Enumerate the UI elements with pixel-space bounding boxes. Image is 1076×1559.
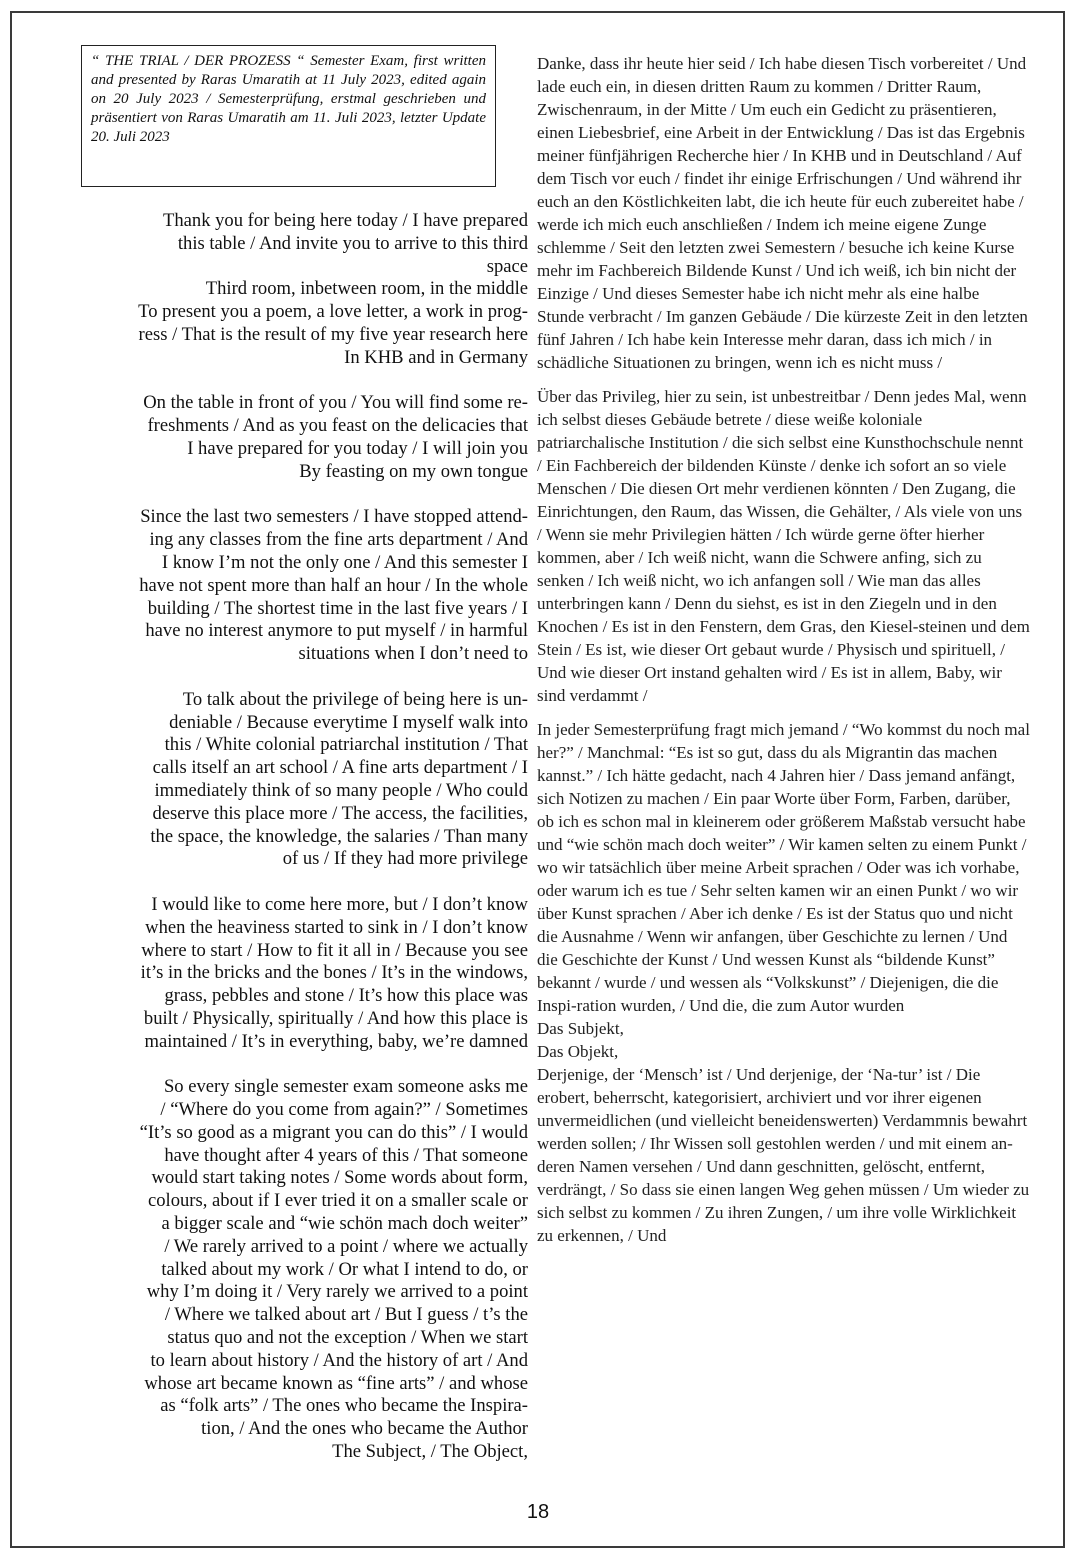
english-line: To talk about the privilege of being here is un- [182, 688, 528, 710]
german-subject-line: Das Subjekt, [537, 1019, 624, 1038]
english-line: the space, the knowledge, the salaries / Than many [150, 825, 528, 847]
page-number: 18 [526, 1501, 550, 1523]
english-line: Thank you for being here today / I have prepared [162, 210, 528, 231]
english-line: Third room, inbetween room, in the middle [205, 278, 528, 300]
english-paragraph [40, 392, 528, 483]
english-line: when the heaviness started to sink in / I don’t know [145, 916, 528, 938]
english-line: why I’m doing it / Very rarely we arrived to a point [146, 1281, 528, 1303]
english-paragraph [40, 689, 528, 871]
english-line: to learn about history / And the history of art / And [150, 1349, 528, 1371]
english-line: status quo and not the exception / When we start [167, 1327, 528, 1349]
english-line: I have prepared for you today / I will join you [187, 437, 528, 459]
english-paragraph [40, 506, 528, 666]
english-line: a bigger scale and “wie schön mach doch weiter” [161, 1213, 528, 1235]
english-line: of us / If they had more privilege [282, 848, 528, 870]
english-line: On the table in front of you / You will find some re- [143, 392, 528, 414]
german-paragraph: In jeder Semesterprüfung fragt mich jemand / “Wo kommst du noch mal her?” / Manchmal: “Es ist so gut, dass du als Migrantin das machen kannst.” / Ich hätte gedacht, nach 4 Jahren hier / Dass jemand anfängt, sich Notizen zu machen / Ein paar Worte über Form, Farben, darüber, ob ich es schon mal in kleinerem oder größerem Maßstab versucht habe und “wie schön mach doch weiter” / Wir kamen selten zu einem Punkt / wo wir tatsächlich über meine Arbeit sprachen / Oder was ich vorhabe, oder warum ich es tue / Sehr selten kamen wir an einen Punkt / wo wir über Kunst sprachen / Aber ich denke / Es ist der Status quo und nicht die Ausnahme / Wenn wir anfangen, über Geschichte zu lernen / Und die Geschichte der Kunst / Und wessen Kunst als “bildende Kunst” bekannt / wurde / und wessen als “Volkskunst” / Diejenigen, die die Inspi-ration wurden, / Und die, die zum Autor wurden [537, 720, 1030, 1015]
english-line: ress / That is the result of my five year research here [138, 323, 528, 345]
english-line: space [486, 255, 528, 277]
english-line: calls itself an art school / A fine arts department / I [152, 757, 528, 779]
english-line: it’s in the bricks and the bones / It’s in the windows, [140, 962, 528, 984]
english-line: To present you a poem, a love letter, a work in prog- [138, 301, 528, 323]
english-line: grass, pebbles and stone / It’s how this place was [164, 985, 528, 1007]
english-line: as “folk arts” / The ones who became the Inspira- [160, 1395, 528, 1417]
english-line: I know I’m not the only one / And this semester I [161, 551, 528, 573]
english-line: built / Physically, spiritually / And how this place is [143, 1007, 528, 1029]
english-line: By feasting on my own tongue [299, 460, 528, 482]
english-line: ing any classes from the fine arts department / And [149, 529, 528, 551]
english-line: this / White colonial patriarchal institution / That [164, 734, 528, 756]
german-object-line: Das Objekt, [537, 1042, 619, 1061]
english-line: “It’s so good as a migrant you can do this” / I would [139, 1121, 528, 1143]
english-line: talked about my work / Or what I intend to do, or [161, 1258, 528, 1280]
english-line: I would like to come here more, but / I don’t know [151, 893, 528, 915]
english-paragraph [40, 894, 528, 1054]
english-line: So every single semester exam someone asks me [163, 1076, 528, 1098]
english-line: building / The shortest time in the last five years / I [147, 597, 528, 619]
english-paragraph [40, 1076, 528, 1464]
english-line: deserve this place more / The access, the facilities, [152, 802, 528, 824]
english-line: have thought after 4 years of this / That someone [164, 1144, 528, 1166]
english-line: deniable / Because everytime I myself walk into [169, 711, 528, 733]
english-line: situations when I don’t need to [298, 643, 528, 665]
english-line: / Where we talked about art / But I guess / t’s the [164, 1304, 528, 1326]
english-line: this table / And invite you to arrive to this third [177, 232, 528, 254]
english-line: colours, about if I ever tried it on a smaller scale or [147, 1190, 528, 1212]
english-line: maintained / It’s in everything, baby, we’re damned [144, 1030, 528, 1052]
english-column [40, 210, 528, 1487]
english-line: Since the last two semesters / I have stopped attend- [140, 506, 528, 528]
english-line: / We rarely arrived to a point / where we actually [164, 1235, 528, 1257]
german-paragraph: Derjenige, der ‘Mensch’ ist / Und derjenige, der ‘Na-tur’ ist / Die erobert, beherrscht, kategorisiert, archiviert und vor ihrer eigenen unvermeidlichen (und vielleicht beneidenswerten) Verdammnis bewahrt werden sollen; / Ihr Wissen soll gestohlen werden / und mit einem an-deren Namen versehen / Und dann geschnitten, gelöscht, entfernt, verdrängt, / So dass sie einen langen Weg gehen müssen / Um wieder zu sich selbst zu kommen / Zu ihren Zungen, / um ihre volle Wirklichkeit zu erkennen, / Und [537, 1065, 1030, 1245]
english-line: In KHB and in Germany [344, 346, 528, 368]
title-box: “ THE TRIAL / DER PROZESS “ Semester Exam, first written and presented by Raras Umaratih at 11 July 2023, edited again on 20 July 2023 / Semesterprüfung, erstmal geschrieben und präsentiert von Raras Umaratih am 11. Juli 2023, letzter Update 20. Juli 2023 [81, 45, 496, 187]
english-line: whose art became known as “fine arts” / and whose [144, 1372, 528, 1394]
english-line: have not spent more than half an hour / In the whole [139, 574, 528, 596]
english-line: / “Where do you come from again?” / Sometimes [160, 1099, 528, 1121]
english-line: The Subject, / The Object, [332, 1441, 528, 1463]
german-paragraph: Danke, dass ihr heute hier seid / Ich habe diesen Tisch vorbereitet / Und lade euch ein, in diesen dritten Raum zu kommen / Dritter Raum, Zwischenraum, in der Mitte / Um euch ein Gedicht zu präsentieren, einen Liebesbrief, eine Arbeit in der Entwicklung / Das ist das Ergebnis meiner fünfjährigen Recherche hier / In KHB und in Deutschland / Auf dem Tisch vor euch / findet ihr einige Erfrischungen / Und während ihr euch an den Köstlichkeiten labt, die ich heute für euch zubereitet habe / werde ich mich euch anschließen / Indem ich meine eigene Zunge schlemme / Seit den letzten zwei Semestern / besuche ich keine Kurse mehr im Fachbereich Bildende Kunst / Und ich weiß, ich bin nicht der Einzige / Und dieses Semester habe ich nicht mehr als eine halbe Stunde verbracht / Im ganzen Gebäude / Die kürzeste Zeit in den letzten fünf Jahren / Ich habe kein Interesse mehr daran, dass ich mich / in schädliche Situationen zu bringen, wenn ich es nicht muss / [537, 54, 1028, 372]
english-line: immediately think of so many people / Who could [154, 779, 528, 801]
german-column [537, 52, 1030, 1247]
english-line: have no interest anymore to put myself / in harmful [145, 620, 528, 642]
german-paragraph: Über das Privileg, hier zu sein, ist unbestreitbar / Denn jedes Mal, wenn ich selbst dieses Gebäude betrete / diese weiße koloniale patriarchalische Institution / die sich selbst eine Kunsthochschule nennt / Ein Fachbereich der bildenden Künste / denke ich sofort an so viele Menschen / Die diesen Ort mehr verdienen könnten / Den Zugang, die Einrichtungen, den Raum, das Wissen, die Gehälter, / Als viele von uns / Wenn sie mehr Privilegien hätten / Ich würde gerne öfter hierher kommen, aber / Ich weiß nicht, wann die Schwere anfing, sich zu senken / Ich weiß nicht, wo ich anfangen soll / Wie man das alles unterbringen kann / Denn du siehst, es ist in den Ziegeln und in den Knochen / Es ist in den Fenstern, dem Gras, den Kiesel-steinen und dem Stein / Es ist, wie dieser Ort gebaut wurde / Physisch und spirituell, / Und wie dieser Ort instand gehalten wird / Es ist in allem, Baby, wir sind verdammt / [537, 387, 1030, 705]
english-line: would start taking notes / Some words about form, [151, 1167, 528, 1189]
english-line: freshments / And as you feast on the delicacies that [147, 415, 528, 437]
english-line: tion, / And the ones who became the Author [201, 1418, 528, 1440]
english-paragraph [40, 210, 528, 370]
english-line: where to start / How to fit it all in / Because you see [141, 939, 528, 961]
